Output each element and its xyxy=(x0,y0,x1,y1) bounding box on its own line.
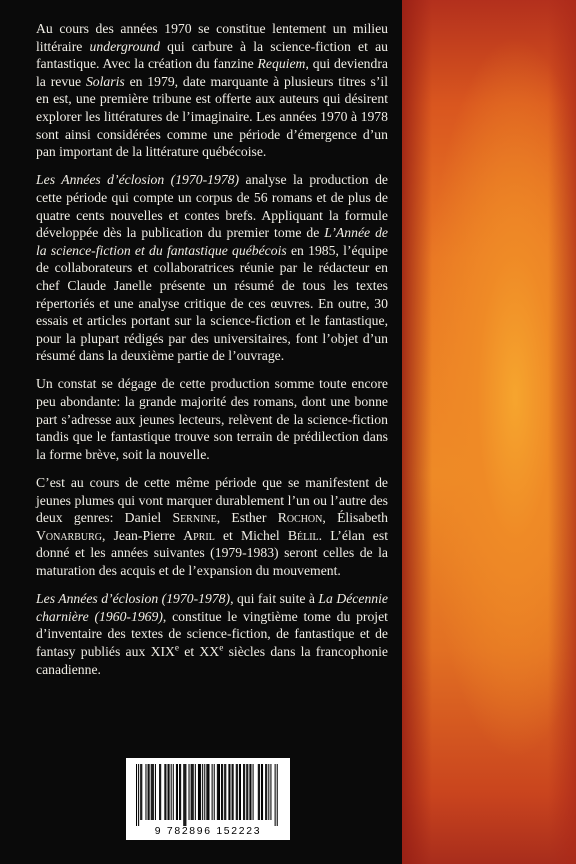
blurb-paragraph-3: Un constat se dégage de cette production somme toute encore peu abondante: la grande majorité des romans, dont une bonne part s’adresse aux jeunes lecteurs, relèvent de la science-fiction tandis que le fantastique trouve son terrain de prédilection dans la forme brève, soit la nouvelle. xyxy=(36,376,388,462)
blurb-paragraph-5: Les Années d’éclosion (1970-1978), qui fait suite à La Décennie charnière (1960-1969), constitue le vingtième tome du projet d’inventaire des textes de science-fiction, de fantastique et de fantasy publiés aux XIXe et XXe siècles dans la francophonie canadienne. xyxy=(36,591,389,677)
isbn-barcode xyxy=(126,758,290,840)
blurb-paragraph-1: Au cours des années 1970 se constitue lentement un milieu littéraire underground qui carbure à la science-fiction et au fantastique. Avec la création du fanzine Requiem, qui deviendra la revue Solaris en 1979, date marquante à plusieurs titres s’il en est, une première tribune est offerte aux auteurs qui désirent explorer les littératures de l’imaginaire. Les années 1970 à 1978 sont ainsi considérées comme une période d’émergence d’un pan important de la littérature québécoise. xyxy=(36,21,388,160)
orange-glow-panel xyxy=(402,0,576,864)
back-cover-blurb xyxy=(36,20,388,678)
isbn-number: 9 782896 152223 xyxy=(154,826,262,837)
blurb-paragraph-4: C’est au cours de cette même période que se manifestent de jeunes plumes qui vont marquer durablement l’un ou l’autre des deux genres: Daniel Sernine, Esther Rochon, Élisabeth Vonarburg, Jean-Pierre April et Michel Bélil. L’élan est donné et les années suivantes (1979-1983) seront celles de la maturation des acquis et de l’expansion du mouvement. xyxy=(36,475,389,578)
blurb-paragraph-2: Les Années d’éclosion (1970-1978) analyse la production de cette période qui compte un corpus de 56 romans et de plus de quatre cents nouvelles et contes brefs. Appliquant la formule développée dès la publication du premier tome de L’Année de la science-fiction et du fantastique québécois en 1985, l’équipe de collaborateurs et collaboratrices réunie par le rédacteur en chef Claude Janelle présente un résumé de tous les textes répertoriés et une analyse critique de ces œuvres. En outre, 30 essais et articles portant sur la science-fiction et le fantastique, pour la plupart rédigés par des universitaires, font l’objet d’un résumé dans la deuxième partie de l’ouvrage. xyxy=(36,172,389,364)
